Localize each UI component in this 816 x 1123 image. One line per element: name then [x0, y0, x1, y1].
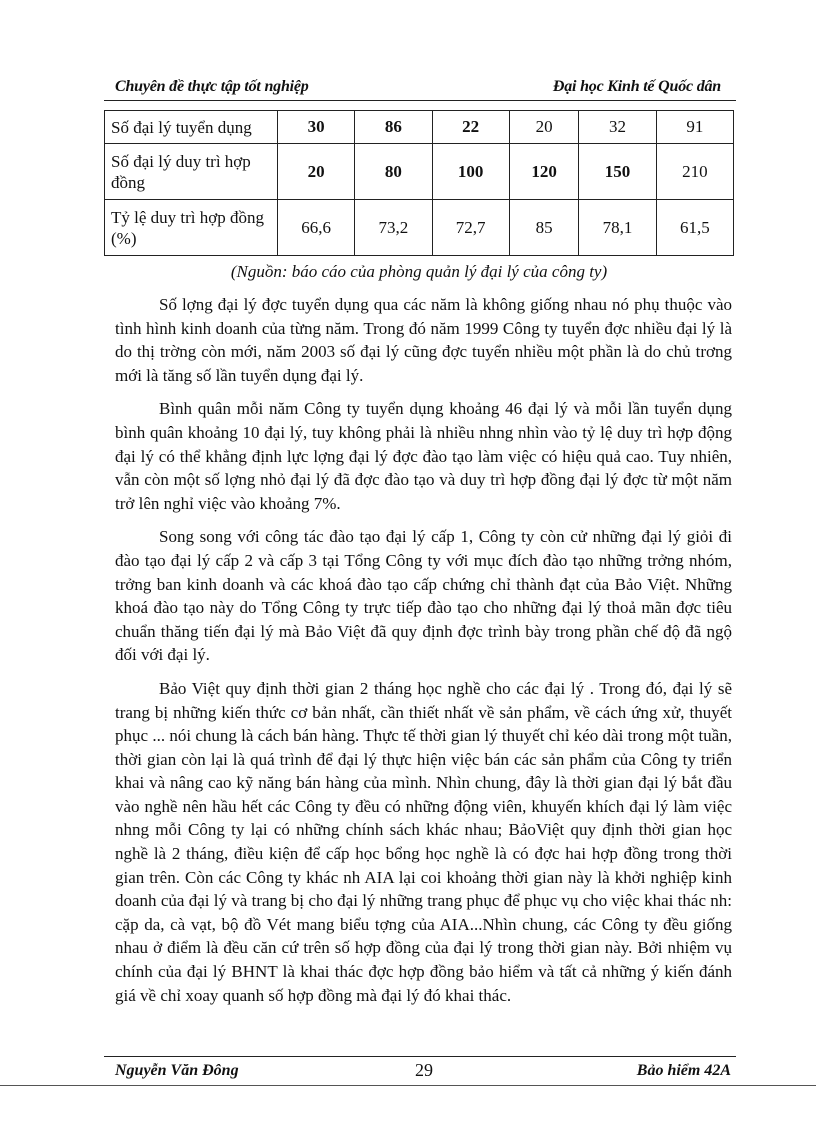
row-label: Tỷ lệ duy trì hợp đồng (%): [105, 200, 278, 256]
agent-stats-table: [104, 110, 734, 256]
footer-rule: [104, 1056, 736, 1057]
footer-author: Nguyễn Văn Đông: [115, 1062, 239, 1079]
header-rule: [104, 100, 736, 101]
table-cell: 210: [656, 144, 733, 200]
table-cell: 120: [509, 144, 579, 200]
page-footer: [115, 1060, 731, 1084]
table-cell: 66,6: [278, 200, 355, 256]
paragraph: Song song với công tác đào tạo đại lý cấp 1, Công ty còn cử những đại lý giỏi đi đào tạo đại lý cấp 2 và cấp 3 tại Tổng Công ty với mục đích đào tạo những trởng nhóm, trởng ban kinh doanh và các khoá đào tạo cấp chứng chỉ thành đạt của Bảo Việt. Những khoá đào tạo này do Tổng Công ty trực tiếp đào tạo cho những đại lý thoả mãn đợc tiêu chuẩn thăng tiến đại lý mà Bảo Việt đã quy định đợc trình bày trong phần chế độ đã ngộ đối với đại lý.: [115, 527, 732, 665]
table-cell: 85: [509, 200, 579, 256]
table-source-note: (Nguồn: báo cáo của phòng quản lý đại lý của công ty): [230, 262, 608, 281]
paragraph: Bình quân mỗi năm Công ty tuyển dụng khoảng 46 đại lý và mỗi lần tuyển dụng bình quân khoảng 10 đại lý, tuy không phải là nhiều nhng nhìn vào tỷ lệ duy trì hợp động đại lý có thể khẳng định lực lợng đại lý đợc đào tạo làm việc có hiệu quả cao. Tuy nhiên, vẫn còn một số lợng nhỏ đại lý đã đợc đào tạo và duy trì hợp đồng đại lý đợc từ một năm trở lên nghỉ việc vào khoảng 7%.: [115, 399, 732, 513]
header-title-left: Chuyên đề thực tập tốt nghiệp: [115, 78, 309, 95]
table-cell: 100: [432, 144, 509, 200]
table-row: [105, 144, 734, 200]
table-cell: 22: [432, 111, 509, 144]
table-row: [105, 200, 734, 256]
table-row: [105, 111, 734, 144]
table-cell: 72,7: [432, 200, 509, 256]
bottom-rule: [0, 1085, 816, 1086]
table-cell: 32: [579, 111, 656, 144]
row-label: Số đại lý tuyển dụng: [105, 111, 278, 144]
table-cell: 20: [509, 111, 579, 144]
table-cell: 61,5: [656, 200, 733, 256]
paragraph: Số lợng đại lý đợc tuyển dụng qua các năm là không giống nhau nó phụ thuộc vào tình hình kinh doanh của từng năm. Trong đó năm 1999 Công ty tuyển đợc nhiều đại lý là do thị trờng còn mới, năm 2003 số đại lý cũng đợc tuyển nhiều một phần là do chủ trơng mới là tăng số lần tuyển dụng đại lý.: [115, 295, 732, 385]
table-cell: 80: [355, 144, 432, 200]
table-cell: 30: [278, 111, 355, 144]
paragraph: Bảo Việt quy định thời gian 2 tháng học nghề cho các đại lý . Trong đó, đại lý sẽ trang bị những kiến thức cơ bản nhất, cần thiết nhất về sản phẩm, về cách ứng xử, thuyết phục ... nói chung là cách bán hàng. Thực tế thời gian lý thuyết chỉ kéo dài trong một tuần, thời gian còn lại là quá trình để đại lý thực hiện việc bán các sản phẩm của Công ty triển khai và nâng cao kỹ năng bán hàng của mình. Nhìn chung, đây là thời gian đại lý bắt đầu vào nghề nên hầu hết các Công ty đều có những động viên, khuyến khích đại lý làm việc nhng mỗi Công ty lại có những chính sách khác nhau; BảoViệt quy định thời gian học nghề là 2 tháng, điều kiện để cấp học bổng học nghề là có đợc hai hợp đồng trong thời gian trên. Còn các Công ty khác nh AIA lại coi khoảng thời gian này là khởi nghiệp kinh doanh của đại lý và trang bị cho đại lý những trang phục để phục vụ cho việc khai thác nh: cặp da, cà vạt, bộ đồ Vét mang biểu tợng của AIA...Nhìn chung, các Công ty đều giống nhau ở điểm là đều căn cứ trên số hợp đồng của đại lý trong thời gian này. Bởi nhiệm vụ chính của đại lý BHNT là khai thác đợc hợp đồng bảo hiểm và tất cả những ý kiến đánh giá về chỉ xoay quanh số hợp đồng mà đại lý đó khai thác.: [115, 678, 732, 1005]
header-title-right: Đại học Kinh tế Quốc dân: [552, 78, 721, 95]
footer-course: Bảo hiểm 42A: [636, 1062, 731, 1079]
table-cell: 20: [278, 144, 355, 200]
row-label: Số đại lý duy trì hợp đồng: [105, 144, 278, 200]
page-number: 29: [415, 1060, 433, 1080]
table-cell: 150: [579, 144, 656, 200]
table-cell: 78,1: [579, 200, 656, 256]
table-cell: 91: [656, 111, 733, 144]
body-text: [115, 293, 732, 1017]
table-cell: 86: [355, 111, 432, 144]
table-cell: 73,2: [355, 200, 432, 256]
